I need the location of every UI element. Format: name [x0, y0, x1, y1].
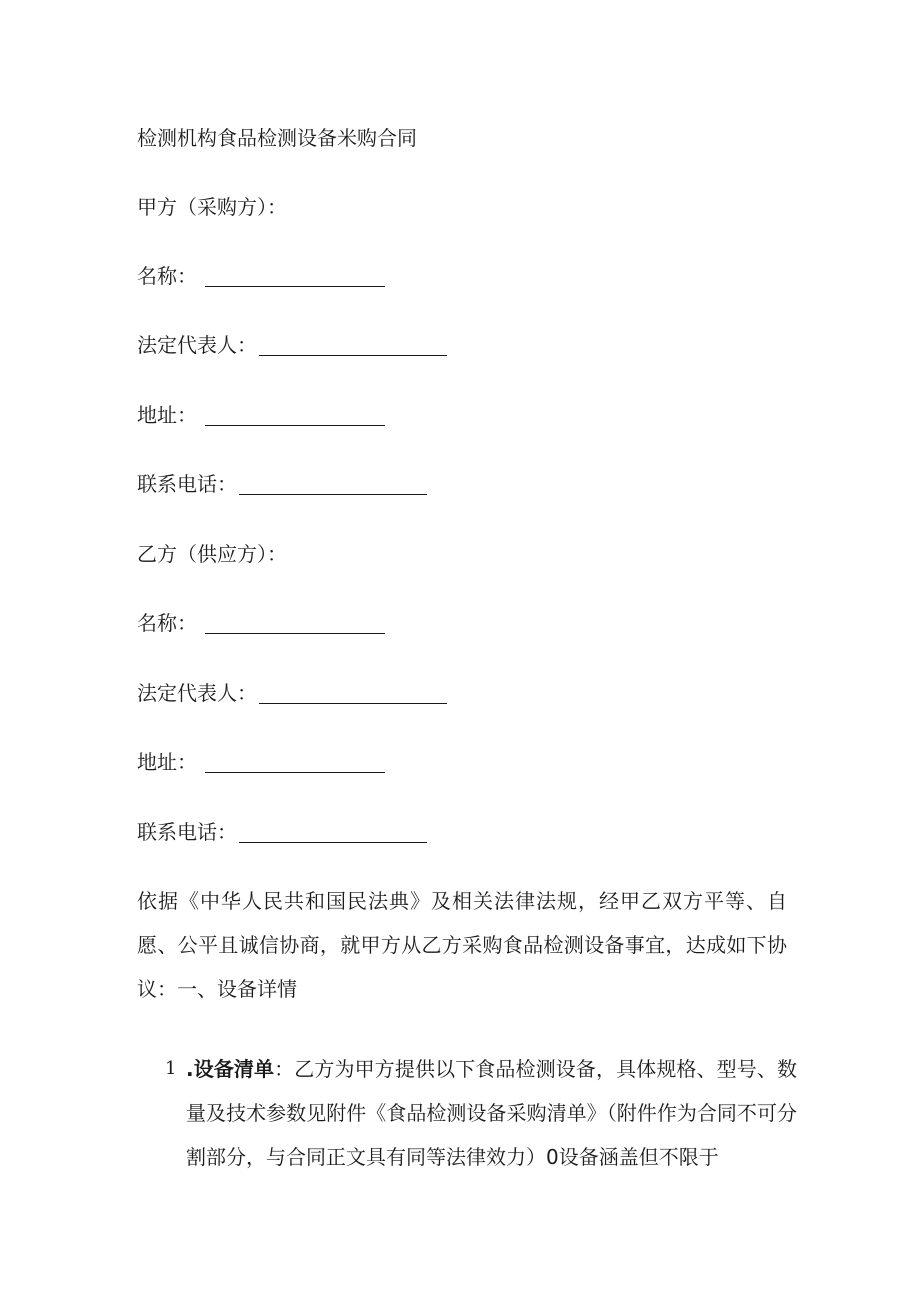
party-b-rep-label: 法定代表人： [137, 681, 257, 705]
party-a-address-row [137, 401, 385, 429]
party-a-address-field[interactable] [205, 405, 385, 426]
party-a-rep-row [137, 331, 447, 359]
party-b-phone-label: 联系电话： [137, 820, 237, 844]
party-a-name-label: 名称： [137, 264, 197, 288]
list-item-text: ：乙方为甲方提供以下食品检测设备，具体规格、型号、数量及技术参数见附件《食品检测设备采购清单》（附件作为合同不可分割部分，与合同正文具有同等法律效力）0设备涵盖但不限于 [186, 1057, 797, 1169]
party-a-heading-text: 甲方（采购方）： [137, 195, 287, 219]
title-text: 检测机构食品检测设备米购合同 [137, 126, 417, 150]
party-b-address-row [137, 748, 385, 776]
party-a-phone-field[interactable] [239, 474, 427, 495]
party-b-name-row [137, 609, 385, 637]
party-b-heading-text: 乙方（供应方）： [137, 542, 287, 566]
party-a-heading [137, 193, 287, 221]
party-b-rep-field[interactable] [259, 683, 447, 704]
party-b-address-label: 地址： [137, 750, 197, 774]
list-item-body [186, 1047, 797, 1179]
party-b-heading [137, 540, 287, 568]
party-b-phone-field[interactable] [239, 822, 427, 843]
party-b-rep-row [137, 679, 447, 707]
list-item-term: .设备清单 [186, 1057, 275, 1081]
party-a-name-row [137, 262, 385, 290]
party-b-phone-row [137, 818, 427, 846]
document-title [137, 124, 417, 152]
list-item [137, 1047, 797, 1179]
party-b-name-field[interactable] [205, 613, 385, 634]
party-a-phone-label: 联系电话： [137, 472, 237, 496]
party-b-address-field[interactable] [205, 752, 385, 773]
list-item-number: 1 [165, 1058, 177, 1079]
party-a-address-label: 地址： [137, 403, 197, 427]
party-a-rep-field[interactable] [259, 335, 447, 356]
party-b-name-label: 名称： [137, 611, 197, 635]
party-a-name-field[interactable] [205, 266, 385, 287]
intro-paragraph: 依据《中华人民共和国民法典》及相关法律法规，经甲乙双方平等、自愿、公平且诚信协商，就甲方从乙方采购食品检测设备事宜，达成如下协议：一、设备详情 [137, 889, 787, 1001]
party-a-phone-row [137, 470, 427, 498]
party-a-rep-label: 法定代表人： [137, 333, 257, 357]
